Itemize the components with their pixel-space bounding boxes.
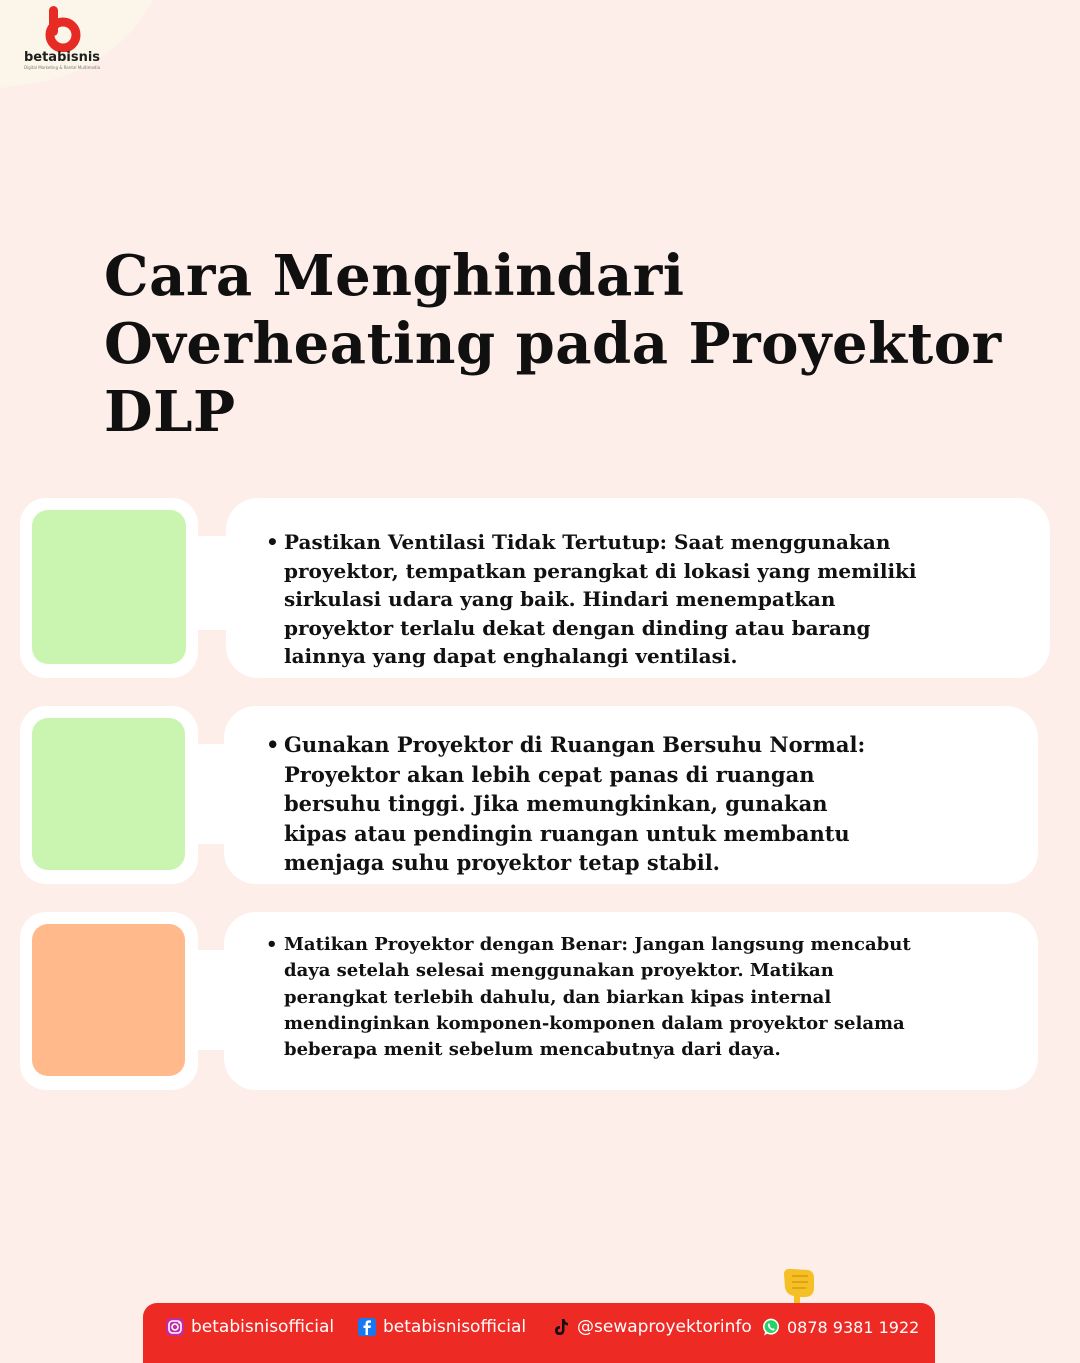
brand-logo — [22, 4, 102, 70]
tip-line: perangkat terlebih dahulu, dan biarkan kipas internal — [284, 986, 832, 1008]
tip-line: mendinginkan komponen-komponen dalam proyektor selama — [284, 1012, 905, 1034]
tip-line: menjaga suhu proyektor tetap stabil. — [284, 850, 720, 875]
tip-line: sirkulasi udara yang baik. Hindari menempatkan — [284, 587, 836, 611]
title-line-3: DLP — [104, 379, 236, 445]
tip-text — [266, 528, 917, 671]
social-footer — [143, 1303, 935, 1363]
facebook-handle: betabisnisofficial — [383, 1317, 527, 1337]
tip-line: Pastikan Ventilasi Tidak Tertutup: Saat menggunakan — [284, 530, 891, 554]
instagram-handle: betabisnisofficial — [191, 1317, 335, 1337]
color-swatch — [32, 718, 185, 870]
brand-tagline: Digital Marketing & Rental Multimedia — [23, 65, 101, 70]
whatsapp-link[interactable] — [761, 1315, 919, 1339]
facebook-icon — [357, 1317, 377, 1337]
tip-line: kipas atau pendingin ruangan untuk membantu — [284, 820, 850, 846]
text-card — [226, 498, 1050, 678]
tip-card-2 — [20, 706, 1038, 884]
tip-line: proyektor terlalu dekat dengan dinding atau barang — [284, 615, 871, 640]
page-title — [104, 242, 1044, 446]
tip-line: daya setelah selesai menggunakan proyektor. Matikan — [284, 960, 834, 982]
tip-line: lainnya yang dapat enghalangi ventilasi. — [284, 644, 738, 668]
tip-text — [266, 932, 911, 1063]
tiktok-handle: @sewaproyektorinfo — [577, 1317, 752, 1337]
title-line-1: Cara Menghindari — [104, 243, 685, 309]
color-swatch — [32, 510, 186, 664]
text-card — [224, 912, 1038, 1090]
swatch-frame — [20, 912, 198, 1090]
betabisnis-logo-icon — [41, 4, 83, 52]
tip-card-1 — [20, 498, 1050, 678]
whatsapp-number: 0878 9381 1922 — [787, 1317, 920, 1337]
tip-line: Proyektor akan lebih cepat panas di ruangan — [284, 761, 815, 787]
text-card — [224, 706, 1038, 884]
facebook-link[interactable] — [357, 1315, 526, 1339]
tiktok-icon — [551, 1317, 571, 1337]
instagram-icon — [165, 1317, 185, 1337]
tip-text — [266, 730, 865, 878]
tiktok-link[interactable] — [551, 1315, 752, 1339]
tip-line: proyektor, tempatkan perangkat di lokasi yang memiliki — [284, 558, 917, 583]
swatch-frame — [20, 706, 198, 884]
tip-line: Gunakan Proyektor di Ruangan Bersuhu Normal: — [284, 732, 866, 757]
swatch-frame — [20, 498, 198, 678]
tip-line: beberapa menit sebelum mencabutnya dari daya. — [284, 1039, 781, 1061]
whatsapp-icon — [761, 1317, 781, 1337]
pointing-hand-icon — [778, 1266, 822, 1306]
instagram-link[interactable] — [165, 1315, 334, 1339]
tip-line: Matikan Proyektor dengan Benar: Jangan langsung mencabut — [284, 934, 911, 955]
color-swatch — [32, 924, 185, 1076]
tip-line: bersuhu tinggi. Jika memungkinkan, gunakan — [284, 791, 828, 816]
tip-card-3 — [20, 912, 1038, 1090]
title-line-2: Overheating pada Proyektor — [104, 311, 1002, 377]
brand-name: betabisnis — [23, 50, 101, 65]
